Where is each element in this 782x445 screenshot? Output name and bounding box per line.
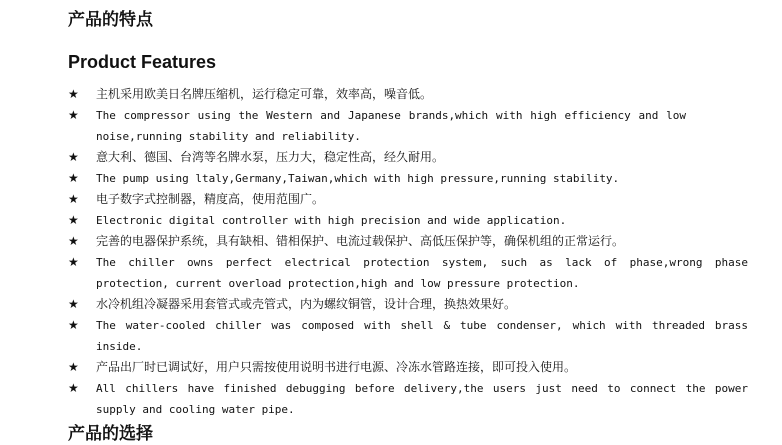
feature-item bbox=[68, 210, 748, 231]
star-bullet-icon: ★ bbox=[68, 171, 79, 185]
feature-item bbox=[68, 315, 748, 357]
feature-text: The pump using ltaly,Germany,Taiwan,which with high pressure,running stability. bbox=[96, 172, 620, 185]
star-bullet-icon: ★ bbox=[68, 108, 79, 122]
feature-item bbox=[68, 105, 748, 147]
feature-text: The chiller owns perfect electrical protection system, such as lack of phase,wrong phase protection, current overload protection,high and low pressure protection. bbox=[96, 256, 748, 290]
star-bullet-icon: ★ bbox=[68, 234, 79, 248]
feature-text: 意大利、德国、台湾等名牌水泵，压力大，稳定性高，经久耐用。 bbox=[96, 150, 445, 164]
feature-item bbox=[68, 357, 748, 378]
feature-text: 完善的电器保护系统，具有缺相、错相保护、电流过载保护、高低压保护等，确保机组的正常运行。 bbox=[96, 234, 625, 248]
section-title-cn: 产品的特点 bbox=[68, 10, 153, 30]
star-bullet-icon: ★ bbox=[68, 297, 79, 311]
feature-item bbox=[68, 252, 748, 294]
feature-text: The water-cooled chiller was composed with shell & tube condenser, which with threaded brass inside. bbox=[96, 319, 748, 353]
feature-text: 水冷机组冷凝器采用套管式或壳管式，内为螺纹铜管，设计合理，换热效果好。 bbox=[96, 297, 517, 311]
feature-text: 主机采用欧美日名牌压缩机，运行稳定可靠，效率高，噪音低。 bbox=[96, 87, 433, 101]
star-bullet-icon: ★ bbox=[68, 360, 79, 374]
feature-text: The compressor using the Western and Japanese brands,which with high efficiency and low noise,running stability and reliability. bbox=[96, 109, 686, 143]
star-bullet-icon: ★ bbox=[68, 87, 79, 101]
feature-item bbox=[68, 147, 748, 168]
feature-item bbox=[68, 294, 748, 315]
star-bullet-icon: ★ bbox=[68, 150, 79, 164]
feature-item bbox=[68, 378, 748, 420]
section-title-en: Product Features bbox=[68, 52, 217, 72]
star-bullet-icon: ★ bbox=[68, 318, 79, 332]
star-bullet-icon: ★ bbox=[68, 255, 79, 269]
feature-text: 电子数字式控制器，精度高，使用范围广。 bbox=[96, 192, 325, 206]
feature-list bbox=[68, 84, 748, 420]
feature-text: All chillers have finished debugging before delivery,the users just need to connect the power supply and cooling water pipe. bbox=[96, 382, 748, 416]
feature-item bbox=[68, 168, 748, 189]
feature-text: Electronic digital controller with high precision and wide application. bbox=[96, 214, 567, 227]
feature-text: 产品出厂时已调试好，用户只需按使用说明书进行电源、冷冻水管路连接，即可投入使用。 bbox=[96, 360, 577, 374]
star-bullet-icon: ★ bbox=[68, 192, 79, 206]
next-section-title: 产品的选择 bbox=[68, 424, 153, 444]
feature-item bbox=[68, 231, 748, 252]
feature-item bbox=[68, 84, 748, 105]
star-bullet-icon: ★ bbox=[68, 381, 79, 395]
star-bullet-icon: ★ bbox=[68, 213, 79, 227]
feature-item bbox=[68, 189, 748, 210]
